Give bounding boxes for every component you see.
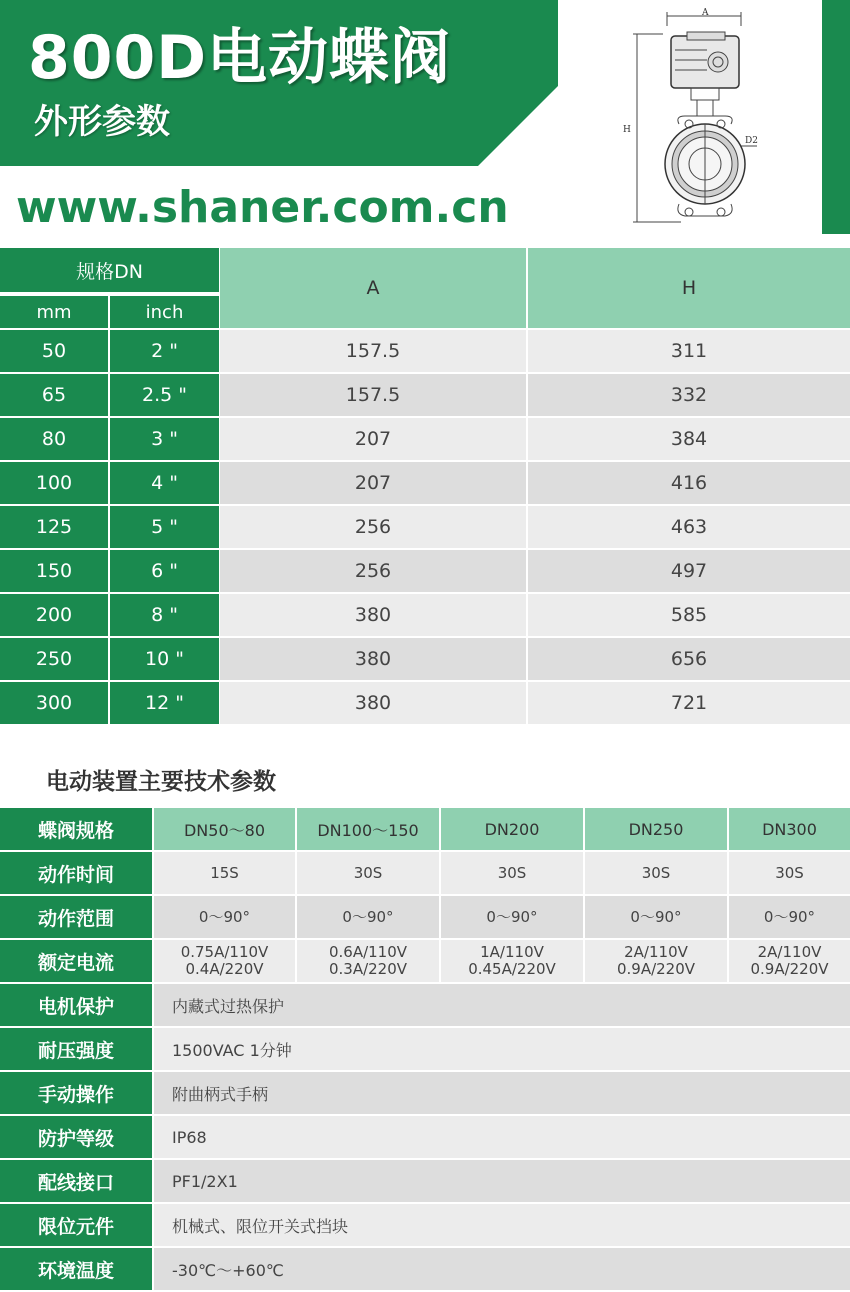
a-value-cell: 256 [220, 550, 526, 592]
param-value-line: 1A/110V [480, 943, 544, 961]
param-value-line: 0.9A/220V [616, 960, 696, 978]
param-value-cell: 30S [441, 852, 583, 894]
page-subtitle: 外形参数 [34, 102, 170, 142]
spec-column-header: DN250 [585, 808, 727, 850]
dn-inch-cell: 12 " [110, 682, 219, 724]
param-label-cell: 配线接口 [0, 1160, 152, 1202]
dn-mm-cell: 65 [0, 374, 108, 416]
param-value-cell: 0～90° [154, 896, 295, 938]
param-value-line: 0.4A/220V [185, 960, 264, 978]
param-value-line: 2A/110V [757, 943, 822, 961]
param-value-cell: 15S [154, 852, 295, 894]
dimension-label-h: H [623, 125, 631, 135]
website-url[interactable]: www.shaner.com.cn [16, 182, 509, 233]
a-value-cell: 380 [220, 638, 526, 680]
h-value-cell: 463 [528, 506, 850, 548]
param-value-cell [154, 940, 295, 982]
param-value-cell [297, 940, 439, 982]
a-value-cell: 157.5 [220, 374, 526, 416]
a-value-cell: 380 [220, 682, 526, 724]
dimension-label-a: A [702, 8, 709, 18]
h-value-cell: 585 [528, 594, 850, 636]
param-value-line: 0.45A/220V [468, 960, 556, 978]
dn-inch-cell: 10 " [110, 638, 219, 680]
spec-column-header: DN50～80 [154, 808, 295, 850]
param-value-cell: IP68 [154, 1116, 850, 1158]
param-label-cell: 电机保护 [0, 984, 152, 1026]
page-title: 800D电动蝶阀 [28, 23, 452, 93]
dn-mm-cell: 50 [0, 330, 108, 372]
h-value-cell: 656 [528, 638, 850, 680]
decorative-strip [822, 0, 850, 234]
dn-inch-cell: 3 " [110, 418, 219, 460]
spec-column-header: DN300 [729, 808, 850, 850]
param-label-cell: 耐压强度 [0, 1028, 152, 1070]
param-value-line: 0.3A/220V [328, 960, 408, 978]
param-value-line: 0.9A/220V [750, 960, 829, 978]
spec-dn-header: 规格DN [0, 248, 219, 294]
tech-params-title: 电动装置主要技术参数 [46, 769, 276, 795]
param-value-cell: 0～90° [729, 896, 850, 938]
dn-inch-cell: 2.5 " [110, 374, 219, 416]
param-label-cell: 环境温度 [0, 1248, 152, 1290]
a-value-cell: 207 [220, 418, 526, 460]
param-value-cell [585, 940, 727, 982]
param-value-cell: 0～90° [441, 896, 583, 938]
param-value-cell: 0～90° [585, 896, 727, 938]
param-label-cell: 动作时间 [0, 852, 152, 894]
param-label-cell: 手动操作 [0, 1072, 152, 1114]
spec-column-header: DN100～150 [297, 808, 439, 850]
dn-mm-cell: 250 [0, 638, 108, 680]
spec-column-header: DN200 [441, 808, 583, 850]
param-value-cell: 机械式、限位开关式挡块 [154, 1204, 850, 1246]
param-value-cell: PF1/2X1 [154, 1160, 850, 1202]
param-value-line: 0.6A/110V [328, 943, 408, 961]
a-value-cell: 207 [220, 462, 526, 504]
valve-technical-drawing [605, 4, 775, 236]
dn-inch-cell: 2 " [110, 330, 219, 372]
dn-inch-cell: 5 " [110, 506, 219, 548]
h-value-cell: 384 [528, 418, 850, 460]
param-value-cell: 1500VAC 1分钟 [154, 1028, 850, 1070]
dimension-label-d2: D2 [745, 136, 758, 146]
param-value-line: 0.75A/110V [180, 943, 269, 961]
dn-inch-cell: 4 " [110, 462, 219, 504]
param-label-cell: 限位元件 [0, 1204, 152, 1246]
dn-mm-cell: 150 [0, 550, 108, 592]
param-value-cell: 30S [585, 852, 727, 894]
a-value-cell: 380 [220, 594, 526, 636]
param-label-cell: 额定电流 [0, 940, 152, 982]
param-value-cell [729, 940, 850, 982]
a-value-cell: 157.5 [220, 330, 526, 372]
dn-mm-cell: 300 [0, 682, 108, 724]
a-value-cell: 256 [220, 506, 526, 548]
param-value-cell: -30℃～+60℃ [154, 1248, 850, 1290]
h-value-cell: 416 [528, 462, 850, 504]
param-label-cell: 动作范围 [0, 896, 152, 938]
h-column-header: H [528, 248, 850, 328]
param-value-cell: 内藏式过热保护 [154, 984, 850, 1026]
h-value-cell: 311 [528, 330, 850, 372]
spec-label-cell: 蝶阀规格 [0, 808, 152, 850]
param-value-line: 2A/110V [624, 943, 688, 961]
h-value-cell: 721 [528, 682, 850, 724]
a-column-header: A [220, 248, 526, 328]
h-value-cell: 497 [528, 550, 850, 592]
dn-mm-cell: 125 [0, 506, 108, 548]
param-value-cell [441, 940, 583, 982]
dn-mm-cell: 200 [0, 594, 108, 636]
dn-inch-cell: 8 " [110, 594, 219, 636]
dn-mm-cell: 80 [0, 418, 108, 460]
dn-inch-cell: 6 " [110, 550, 219, 592]
param-value-cell: 30S [297, 852, 439, 894]
h-value-cell: 332 [528, 374, 850, 416]
inch-column-header: inch [110, 296, 219, 328]
param-label-cell: 防护等级 [0, 1116, 152, 1158]
param-value-cell: 附曲柄式手柄 [154, 1072, 850, 1114]
dn-mm-cell: 100 [0, 462, 108, 504]
param-value-cell: 0～90° [297, 896, 439, 938]
mm-column-header: mm [0, 296, 108, 328]
param-value-cell: 30S [729, 852, 850, 894]
